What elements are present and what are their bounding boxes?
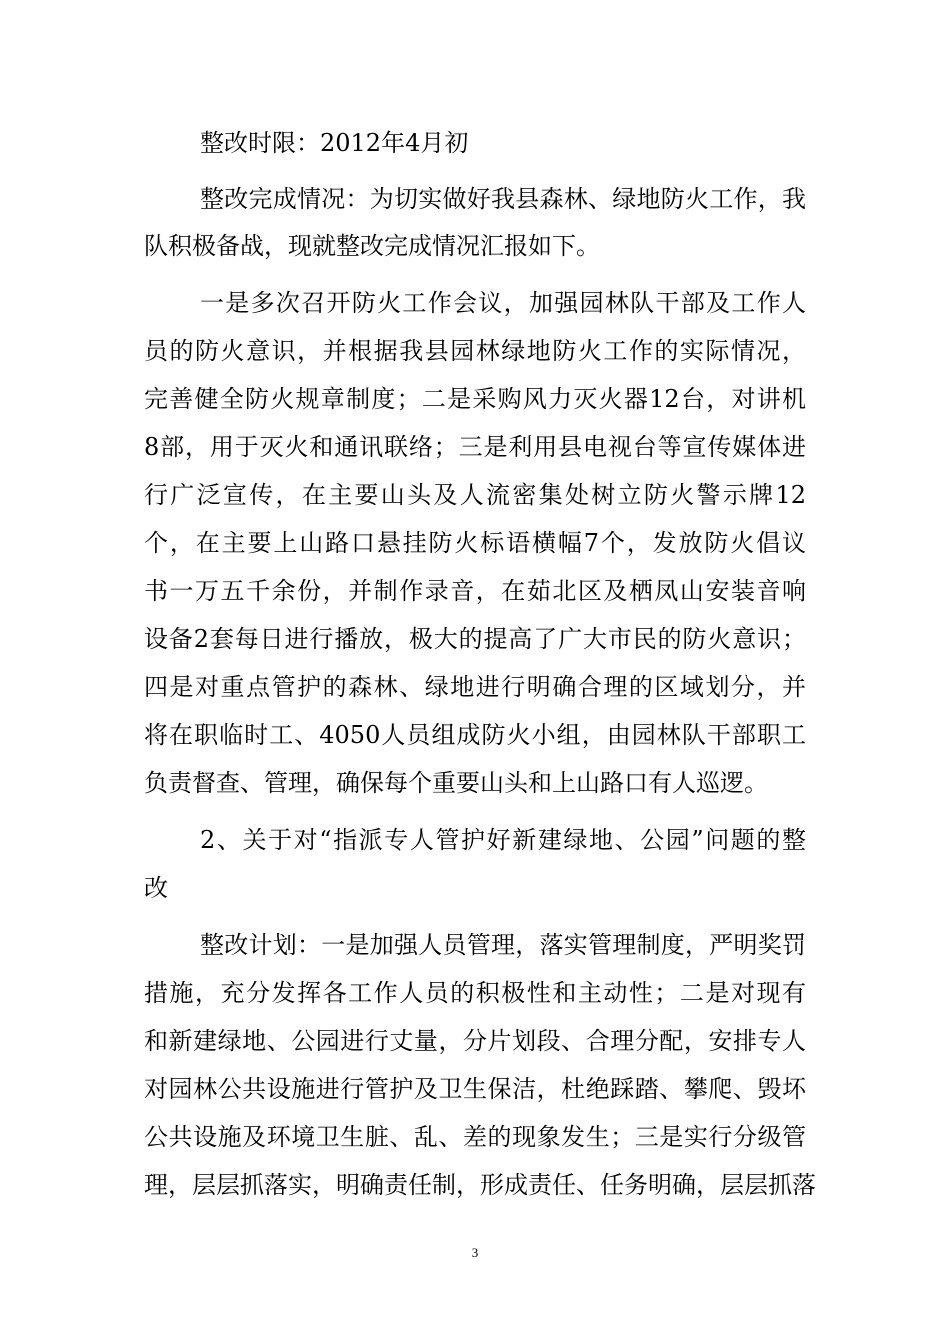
text-line: 员的防火意识，并根据我县园林绿地防火工作的实际情况， <box>144 337 806 365</box>
text-line: 公共设施及环境卫生脏、乱、差的现象发生；三是实行分级管 <box>144 1123 806 1151</box>
text-line: 将在职临时工、4050人员组成防火小组，由园林队干部职工 <box>144 721 806 749</box>
text-line: 措施，充分发挥各工作人员的积极性和主动性；二是对现有 <box>144 979 806 1007</box>
text-line: 整改完成情况：为切实做好我县森林、绿地防火工作，我 <box>200 185 806 213</box>
text-line: 整改时限：2012年4月初 <box>200 129 469 157</box>
text-line: 设备2套每日进行播放，极大的提高了广大市民的防火意识； <box>144 625 806 653</box>
text-line: 个，在主要上山路口悬挂防火标语横幅7个，发放防火倡议 <box>144 529 806 557</box>
text-line: 改 <box>144 874 168 902</box>
text-line: 负责督查、管理，确保每个重要山头和上山路口有人巡逻。 <box>144 769 768 797</box>
text-line: 和新建绿地、公园进行丈量，分片划段、合理分配，安排专人 <box>144 1027 806 1055</box>
text-line: 理，层层抓落实，明确责任制，形成责任、任务明确，层层抓落 <box>144 1171 816 1199</box>
text-line: 一是多次召开防火工作会议，加强园林队干部及工作人 <box>200 289 806 317</box>
text-line: 书一万五千余份，并制作录音，在茹北区及栖凤山安装音响 <box>144 577 806 605</box>
text-line: 8部，用于灭火和通讯联络；三是利用县电视台等宣传媒体进 <box>144 433 806 461</box>
text-line: 四是对重点管护的森林、绿地进行明确合理的区域划分，并 <box>144 673 806 701</box>
text-line: 整改计划：一是加强人员管理，落实管理制度，严明奖罚 <box>200 931 806 959</box>
text-line: 行广泛宣传，在主要山头及人流密集处树立防火警示牌12 <box>144 481 806 509</box>
text-line: 完善健全防火规章制度；二是采购风力灭火器12台，对讲机 <box>144 385 806 413</box>
text-line: 对园林公共设施进行管护及卫生保洁，杜绝踩踏、攀爬、毁坏 <box>144 1075 806 1103</box>
page-number: 3 <box>471 1245 479 1260</box>
text-line: 2、关于对“指派专人管护好新建绿地、公园”问题的整 <box>200 826 806 854</box>
text-line: 队积极备战，现就整改完成情况汇报如下。 <box>144 232 600 260</box>
